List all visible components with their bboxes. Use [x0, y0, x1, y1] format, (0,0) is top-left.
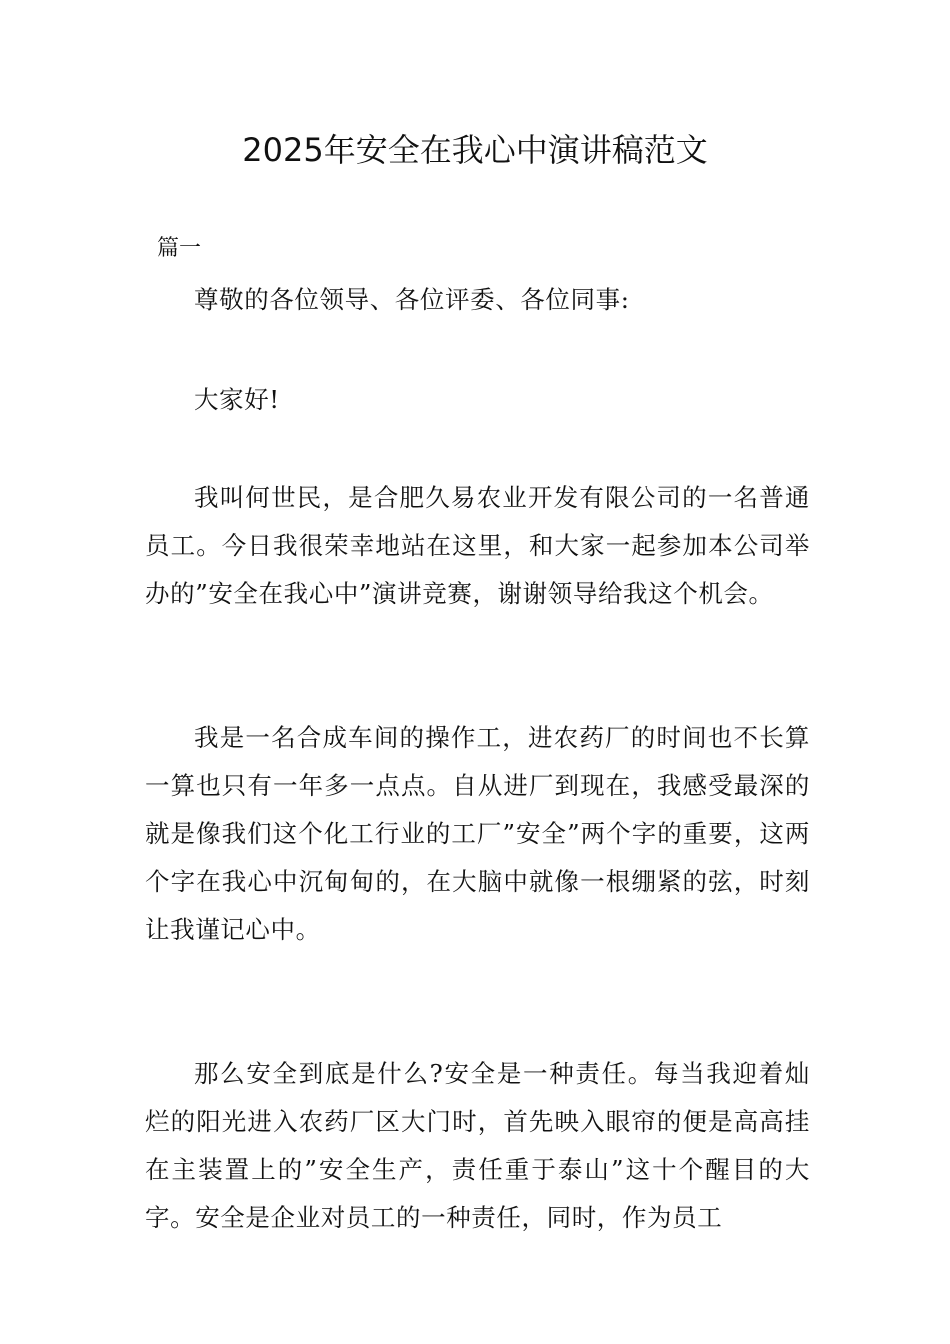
paragraph-intro: 我叫何世民，是合肥久易农业开发有限公司的一名普通员工。今日我很荣幸地站在这里，和大家一起参加本公司举办的”安全在我心中”演讲竞赛，谢谢领导给我这个机会。 [145, 483, 810, 608]
section-label: 篇一 [157, 236, 202, 261]
paragraph-what-is-safety: 那么安全到底是什么?安全是一种责任。每当我迎着灿烂的阳光进入农药厂区大门时，首先映入眼帘的便是高高挂在主装置上的”安全生产，责任重于泰山”这十个醒目的大字。安全是企业对员工的一种责任，同时，作为员工 [145, 1059, 810, 1232]
document-title: 2025年安全在我心中演讲稿范文 [242, 131, 708, 169]
paragraph-greeting: 大家好! [194, 385, 280, 414]
paragraph-salutation: 尊敬的各位领导、各位评委、各位同事: [194, 285, 630, 314]
paragraph-work: 我是一名合成车间的操作工，进农药厂的时间也不长算一算也只有一年多一点点。自从进厂到现在，我感受最深的就是像我们这个化工行业的工厂”安全”两个字的重要，这两个字在我心中沉甸甸的，在大脑中就像一根绷紧的弦，时刻让我谨记心中。 [145, 723, 810, 944]
